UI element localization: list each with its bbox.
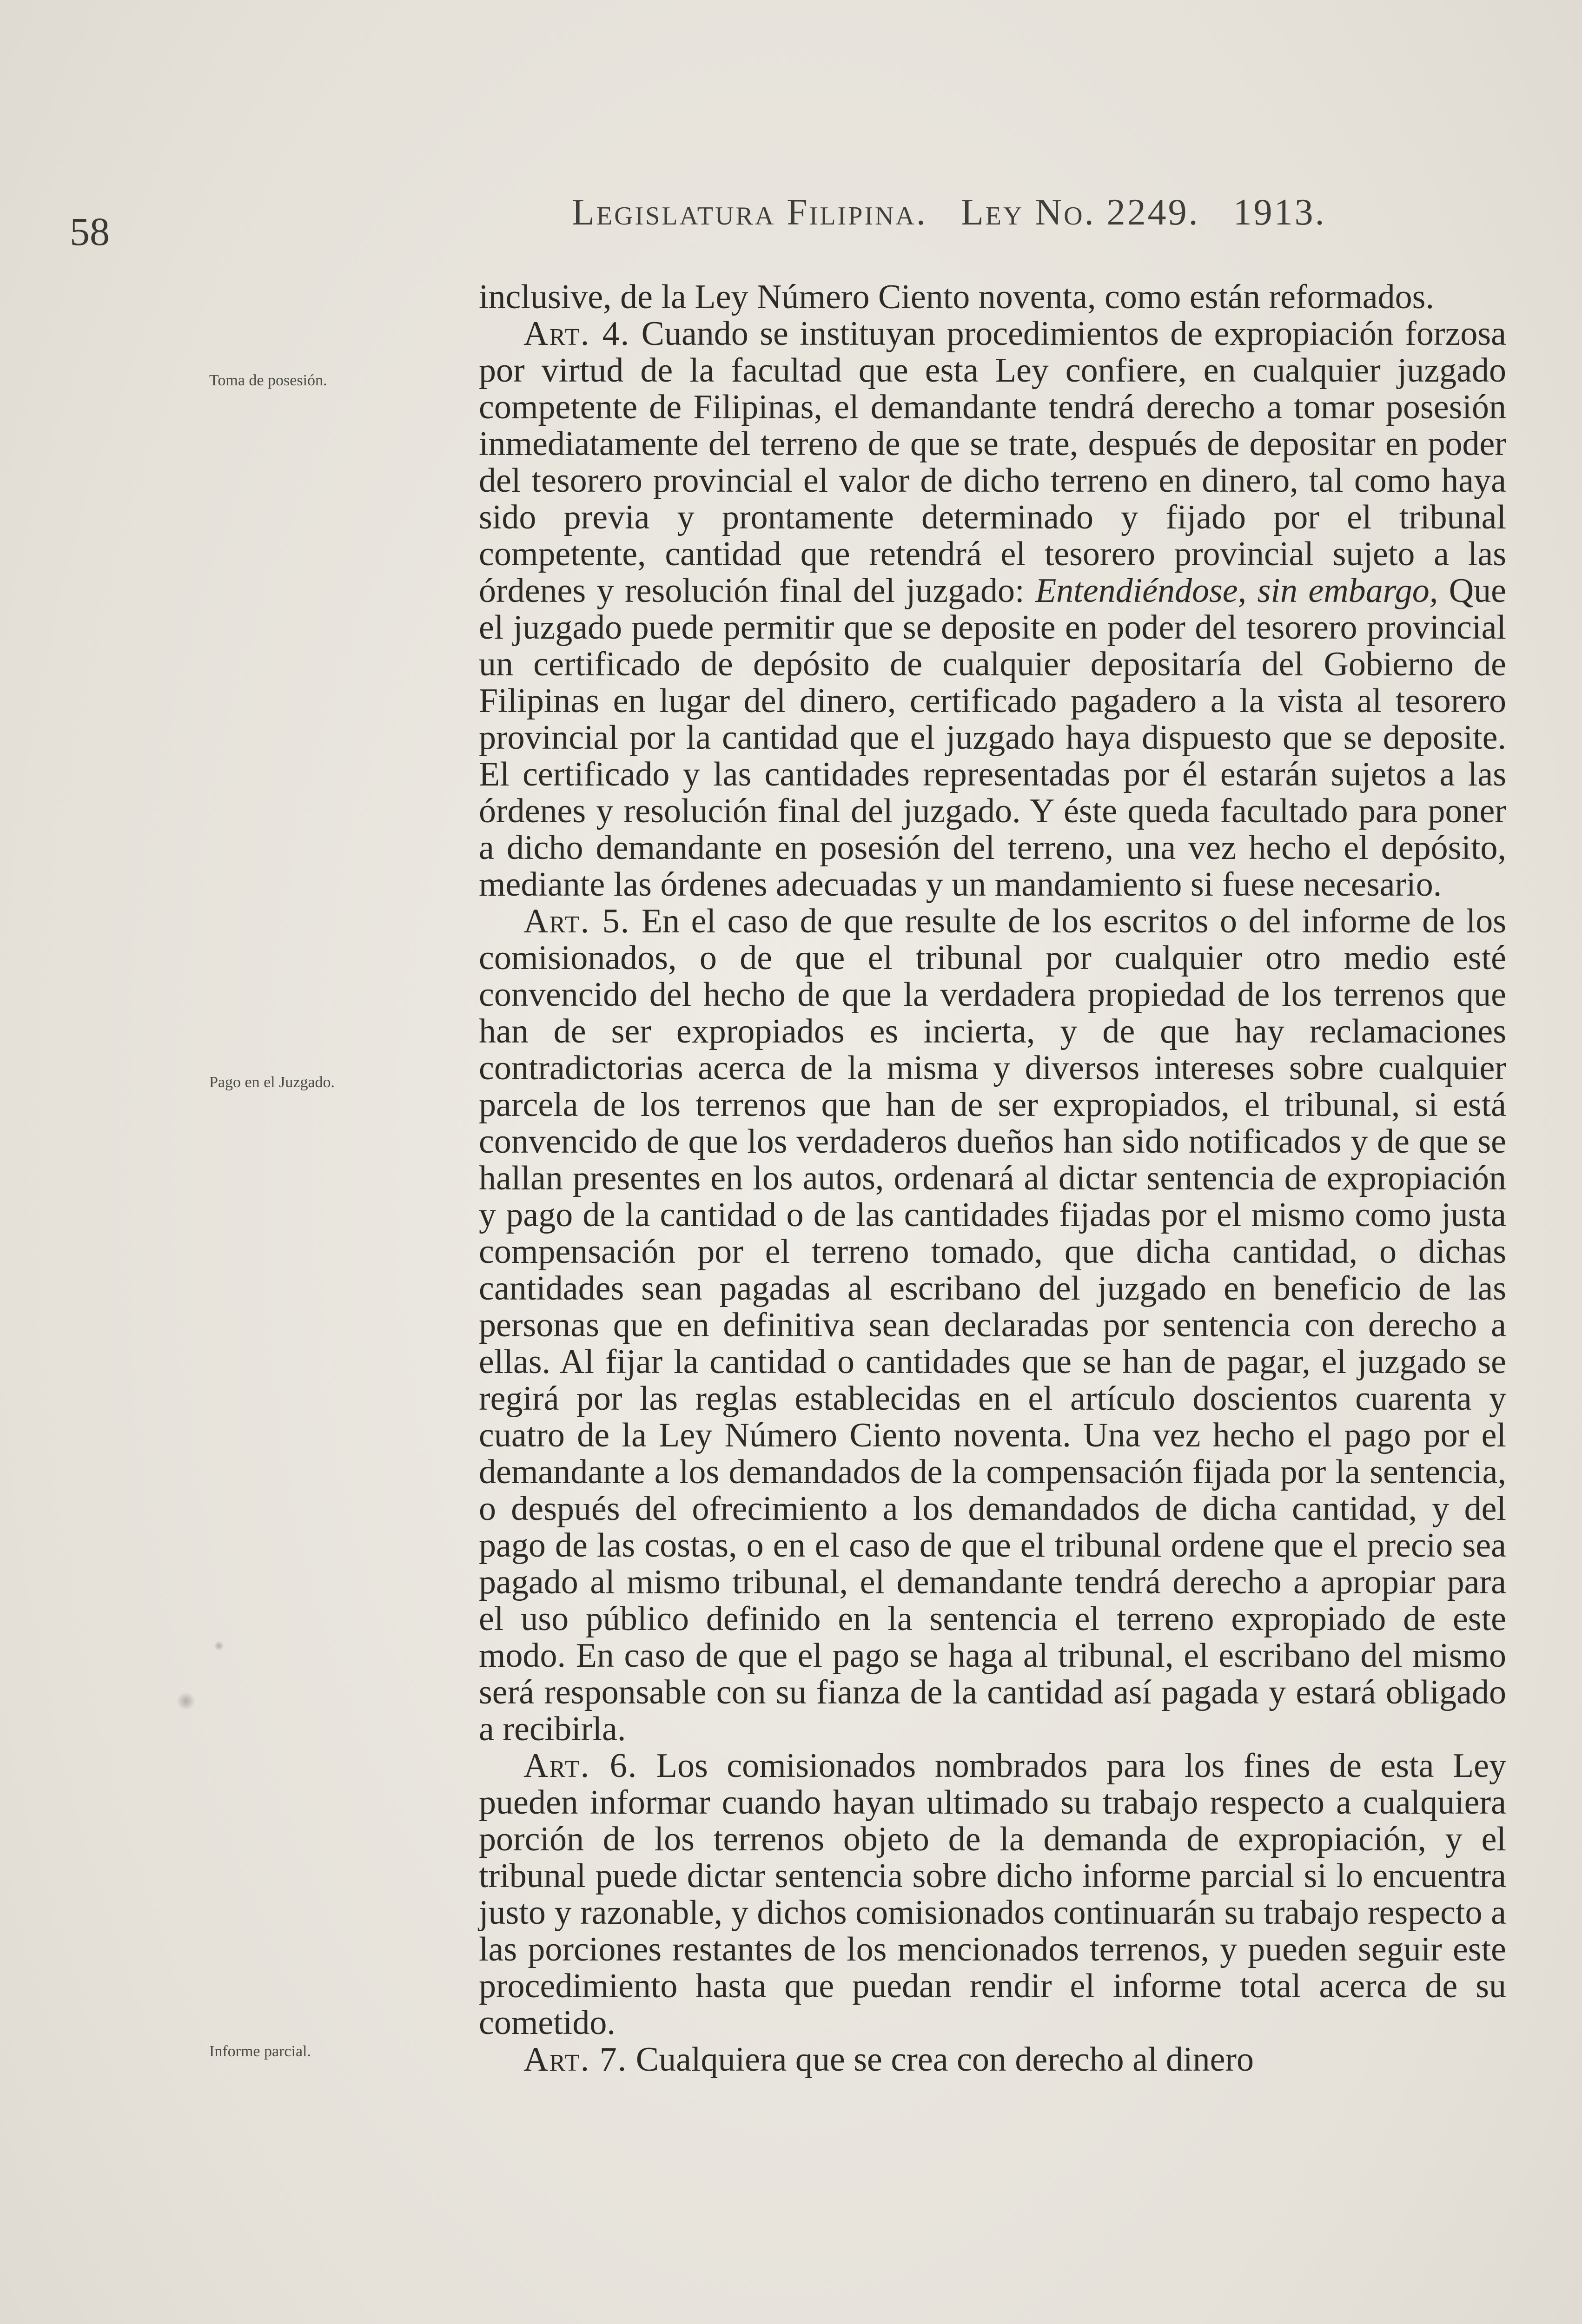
- margin-note-toma: Toma de posesión.: [209, 372, 327, 389]
- running-head-year: 1913.: [1233, 192, 1326, 233]
- article-7-text: Cualquiera que se crea con derecho al dinero: [635, 2040, 1254, 2079]
- article-7: [479, 2041, 1506, 2078]
- continuation-text: inclusive, de la Ley Número Ciento noventa, como están reformados.: [479, 278, 1434, 316]
- article-6: [479, 1748, 1506, 2041]
- article-4-proviso: Entendiéndose, sin embargo,: [1035, 572, 1438, 610]
- article-4-label: Art. 4.: [523, 315, 630, 353]
- article-7-label: Art. 7.: [523, 2040, 628, 2079]
- article-6-text: Los comisionados nombrados para los fines de esta Ley pueden informar cuando hayan ultimado su trabajo respecto a cualquiera porción de los terrenos objeto de la demanda de expropiación, y el tribunal puede dictar sentencia sobre dicho informe parcial si lo encuentra justo y razonable, y dichos comisionados continuarán su trabajo respecto a las porciones restantes de los mencionados terrenos, y pueden seguir este procedimiento hasta que puedan rendir el informe total acerca de su cometido.: [479, 1747, 1507, 2042]
- article-4: [479, 316, 1506, 903]
- running-head: [572, 191, 1409, 234]
- article-4-text-b: Que el juzgado puede permitir que se deposite en poder del tesorero provincial un certificado de depósito de cualquier depositaría del Gobierno de Filipinas en lugar del dinero, certificado pagadero a la vista al tesorero provincial por la cantidad que el juzgado haya dispuesto que se deposite. El certificado y las cantidades representadas por él estarán sujetos a las órdenes y resolución final del juzgado. Y éste queda facultado para poner a dicho demandante en posesión del terreno, una vez hecho el depósito, mediante las órdenes adecuadas y un mandamiento si fuese necesario.: [479, 572, 1507, 904]
- article-5: [479, 903, 1506, 1748]
- article-5-text: En el caso de que resulte de los escritos o del informe de los comisionados, o de que el tribunal por cualquier otro medio esté convencido del hecho de que la verdadera propiedad de los terrenos que han de ser expropiados es incierta, y de que hay reclamaciones contradictorias acerca de la misma y diversos intereses sobre cualquier parcela de los terrenos que han de ser expropiados, el tribunal, si está convencido de que los verdaderos dueños han sido notificados y de que se hallan presentes en los autos, ordenará al dictar sentencia de expropiación y pago de la cantidad o de las cantidades fijadas por el mismo como justa compensación por el terreno tomado, que dicha cantidad, o dichas cantidades sean pagadas al escribano del juzgado en beneficio de las personas que en definitiva sean declaradas por sentencia con derecho a ellas. Al fijar la cantidad o cantidades que se han de pagar, el juzgado se regirá por las reglas establecidas en el artículo doscientos cuarenta y cuatro de la Ley Número Ciento noventa. Una vez hecho el pago por el demandante a los demandados de la compensación fijada por la sentencia, o después del ofrecimiento a los demandados de dicha cantidad, y del pago de las costas, o en el caso de que el tribunal ordene que el precio sea pagado al mismo tribunal, el demandante tendrá derecho a apropiar para el uso público definido en la sentencia el terreno expropiado de este modo. En caso de que el pago se haga al tribunal, el escribano del mismo será responsable con su fianza de la cantidad así pagada y estará obligado a recibirla.: [479, 902, 1507, 1748]
- paragraph-continuation: [479, 279, 1506, 316]
- paper-smudge: [177, 1692, 195, 1710]
- margin-note-pago: Pago en el Juzgado.: [209, 1074, 335, 1091]
- article-6-label: Art. 6.: [523, 1747, 638, 1785]
- article-4-text-a: Cuando se instituyan procedimientos de expropiación forzosa por virtud de la facultad que esta Ley confiere, en cualquier juzgado competente de Filipinas, el demandante tendrá derecho a tomar posesión inmediatamente del terreno de que se trate, después de depositar en poder del tesorero provincial el valor de dicho terreno en dinero, tal como haya sido previa y prontamente determinado y fijado por el tribunal competente, cantidad que retendrá el tesorero provincial sujeto a las órdenes y resolución final del juzgado:: [479, 315, 1506, 610]
- running-head-law: Ley No. 2249.: [960, 192, 1200, 233]
- paper-smudge: [214, 1641, 224, 1651]
- page-number: 58: [70, 209, 110, 254]
- margin-note-informe: Informe parcial.: [209, 2043, 311, 2060]
- article-5-label: Art. 5.: [523, 902, 630, 940]
- running-head-legislature: Legislatura Filipina.: [572, 192, 927, 233]
- body-text: [479, 279, 1506, 2078]
